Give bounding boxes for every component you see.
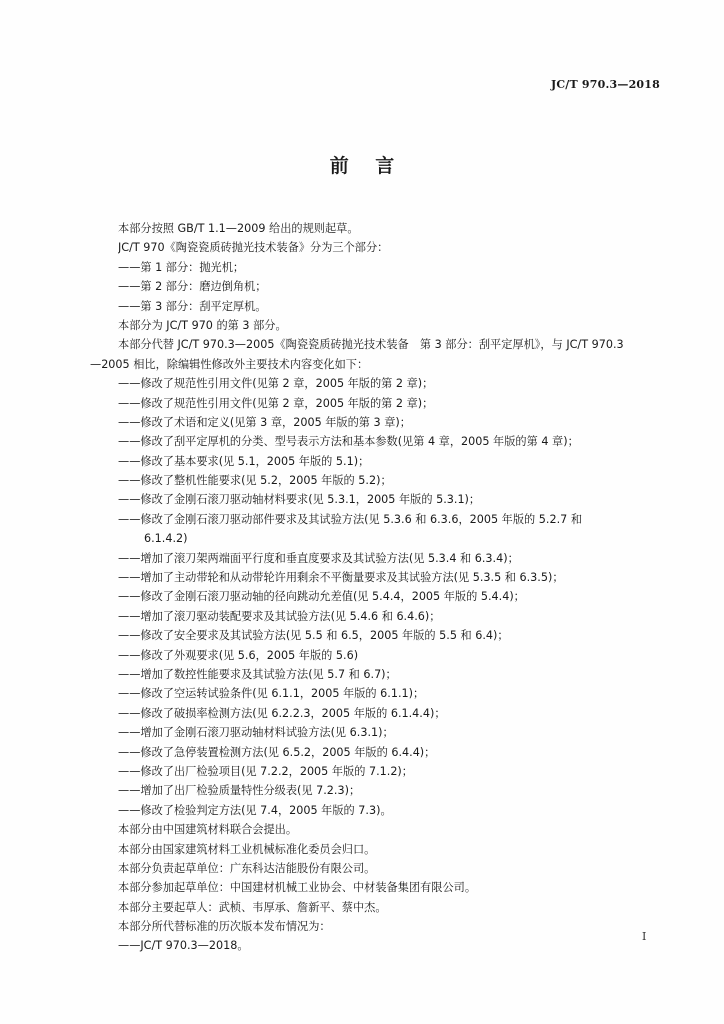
drafting-rule-line: 本部分按照 GB/T 1.1—2009 给出的规则起草。	[118, 222, 359, 235]
change-list-item: ——增加了出厂检验质量特性分级表(见 7.2.3)；	[118, 784, 361, 798]
change-list-item: ——增加了金刚石滚刀驱动轴材料试验方法(见 6.3.1)；	[118, 726, 394, 740]
page-number: I	[642, 930, 647, 943]
change-list-item: ——增加了主动带轮和从动带轮许用剩余不平衡量要求及其试验方法(见 5.3.5 和 6.3.5)；	[118, 571, 564, 585]
page-title: 前 言	[329, 155, 395, 177]
series-line: JC/T 970《陶瓷瓷质砖抛光技术装备》分为三个部分：	[118, 241, 389, 255]
history-heading-line: 本部分所代替标准的历次版本发布情况为：	[118, 920, 331, 934]
proposer-line: 本部分由中国建筑材料联合会提出。	[118, 823, 298, 837]
replaces-line: 本部分代替 JC/T 970.3—2005《陶瓷瓷质砖抛光技术装备 第 3 部分：刮平定厚机》，与 JC/T 970.3	[118, 338, 624, 352]
change-list-item: ——修改了金刚石滚刀驱动轴材料要求(见 5.3.1，2005 年版的 5.3.1)；	[118, 493, 481, 507]
change-list-item: ——修改了安全要求及其试验方法(见 5.5 和 6.5，2005 年版的 5.5 和 6.4)；	[118, 629, 509, 643]
change-list-item-continued: 6.1.4.2)	[144, 532, 188, 546]
change-list-item: ——修改了基本要求(见 5.1，2005 年版的 5.1)；	[118, 454, 370, 468]
replaces-line-continued: —2005 相比，除编辑性修改外主要技术内容变化如下：	[90, 357, 369, 371]
change-list-item: ——修改了术语和定义(见第 3 章，2005 年版的第 3 章)；	[118, 415, 411, 429]
change-list-item: ——修改了破损率检测方法(见 6.2.2.3，2005 年版的 6.1.4.4)；	[118, 706, 446, 720]
change-list-item: ——修改了检验判定方法(见 7.4，2005 年版的 7.3)。	[118, 803, 392, 817]
change-list-item: ——修改了外观要求(见 5.6，2005 年版的 5.6)	[118, 648, 359, 662]
change-list-item: ——修改了出厂检验项目(见 7.2.2，2005 年版的 7.1.2)；	[118, 764, 413, 778]
this-part-line: 本部分为 JC/T 970 的第 3 部分。	[118, 318, 287, 332]
part-list-item: ——第 3 部分：刮平定厚机。	[118, 299, 267, 313]
change-list-item: ——增加了滚刀驱动装配要求及其试验方法(见 5.4.6 和 6.4.6)；	[118, 609, 441, 623]
history-item: ——JC/T 970.3—2018。	[118, 939, 249, 953]
part-list-item: ——第 1 部分：抛光机；	[118, 260, 245, 274]
participating-drafters-line: 本部分参加起草单位：中国建材机械工业协会、中材装备集团有限公司。	[118, 881, 477, 895]
change-list-item: ——修改了空运转试验条件(见 6.1.1，2005 年版的 6.1.1)；	[118, 687, 425, 701]
change-list-item: ——增加了数控性能要求及其试验方法(见 5.7 和 6.7)；	[118, 667, 397, 681]
change-list-item: ——修改了刮平定厚机的分类、型号表示方法和基本参数(见第 4 章，2005 年版的第 4 章)；	[118, 435, 579, 449]
change-list-item: ——修改了规范性引用文件(见第 2 章，2005 年版的第 2 章)；	[118, 396, 434, 410]
standard-code-header: JC/T 970.3—2018	[550, 78, 660, 91]
change-list-item: ——修改了金刚石滚刀驱动轴的径向跳动允差值(见 5.4.4，2005 年版的 5.4.4)；	[118, 590, 525, 604]
main-drafters-line: 本部分主要起草人：武桢、韦厚承、詹新平、蔡中杰。	[118, 900, 387, 914]
change-list-item: ——修改了急停装置检测方法(见 6.5.2，2005 年版的 6.4.4)；	[118, 745, 436, 759]
administrator-line: 本部分由国家建筑材料工业机械标准化委员会归口。	[118, 842, 376, 856]
change-list-item: ——修改了规范性引用文件(见第 2 章，2005 年版的第 2 章)；	[118, 377, 434, 391]
lead-drafter-line: 本部分负责起草单位：广东科达洁能股份有限公司。	[118, 861, 376, 875]
change-list-item: ——修改了金刚石滚刀驱动部件要求及其试验方法(见 5.3.6 和 6.3.6，2005 年版的 5.2.7 和	[118, 512, 583, 526]
foreword-body	[90, 219, 666, 956]
change-list-item: ——修改了整机性能要求(见 5.2，2005 年版的 5.2)；	[118, 474, 392, 488]
change-list-item: ——增加了滚刀架两端面平行度和垂直度要求及其试验方法(见 5.3.4 和 6.3.4)；	[118, 551, 519, 565]
part-list-item: ——第 2 部分：磨边倒角机；	[118, 280, 267, 294]
